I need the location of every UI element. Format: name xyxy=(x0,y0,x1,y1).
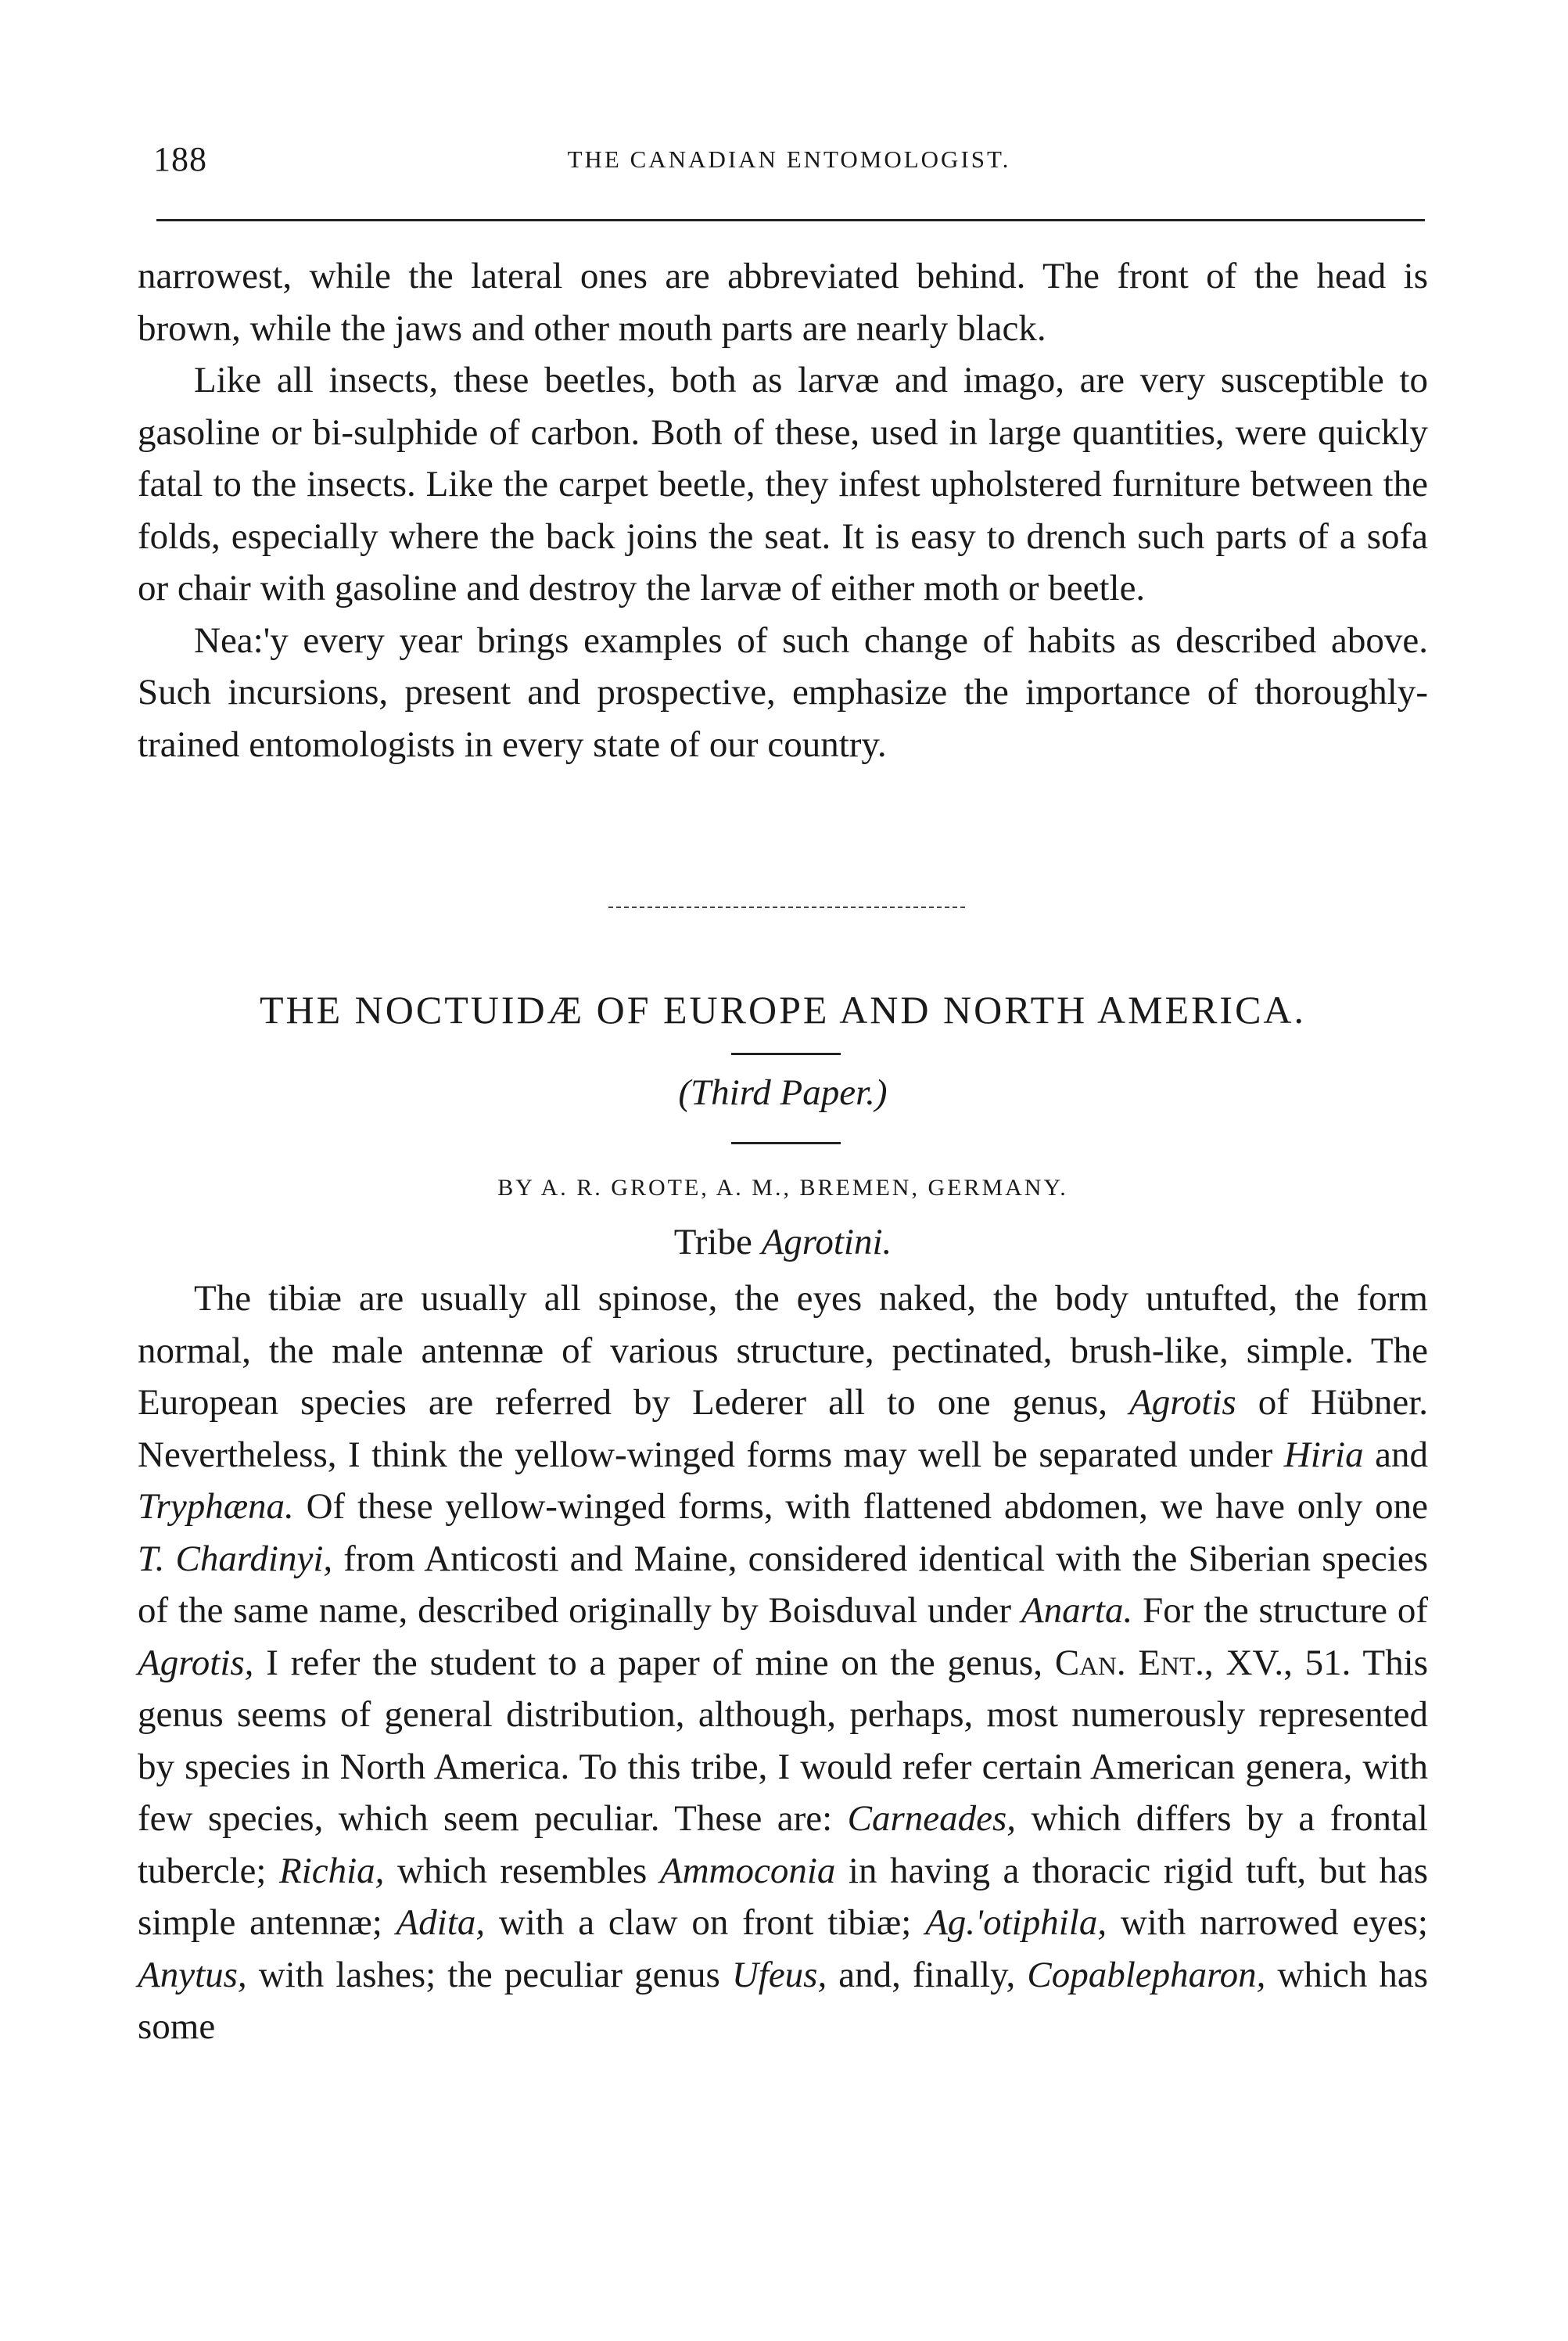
text-run: I refer the student to a paper of mine on the genus, xyxy=(253,1642,1055,1683)
running-title: THE CANADIAN ENTOMOLOGIST. xyxy=(567,145,1011,173)
text-run: and, finally, xyxy=(827,1954,1028,1995)
genus-name: Tryphæna. xyxy=(138,1486,294,1527)
page-header xyxy=(153,139,1425,186)
section-separator xyxy=(608,907,965,908)
article-byline: BY A. R. GROTE, A. M., BREMEN, GERMANY. xyxy=(497,1175,1068,1201)
genus-name: Adita, xyxy=(396,1902,486,1943)
text-run: in having a thoracic rigid tuft, but has simple antennæ; xyxy=(138,1850,1428,1943)
tribe-heading xyxy=(138,1221,1428,1263)
genus-name: Carneades, xyxy=(847,1798,1017,1839)
paragraph: Like all insects, these beetles, both as larvæ and imago, are very susceptible to gasoline or bi-sulphide of carbon. Both of these, used in large quantities, were quickly fatal to the insects. Like the carpet beetle, they infest upholstered furniture between the folds, especially where the back joins the seat. It is easy to drench such parts of a sofa or chair with gasoline and destroy the larvæ of either moth or beetle. xyxy=(138,360,1428,609)
paragraph xyxy=(138,1273,1428,2053)
text-run: For the structure of xyxy=(1132,1590,1428,1631)
subtitle-rule xyxy=(731,1142,841,1144)
page-number: 188 xyxy=(153,140,207,178)
tribe-prefix: Tribe xyxy=(673,1222,752,1262)
text-run: with narrowed eyes; xyxy=(1107,1902,1428,1943)
genus-name: Ammoconia xyxy=(659,1850,836,1891)
article-body xyxy=(138,1273,1428,2053)
genus-name: Ag.'otiphila, xyxy=(925,1902,1107,1943)
paragraph: narrowest, while the lateral ones are abbreviated behind. The front of the head is brown, while the jaws and other mouth parts are nearly black. xyxy=(138,256,1428,349)
section-continuation xyxy=(138,250,1428,770)
article-subtitle: (Third Paper.) xyxy=(678,1072,888,1113)
article-title: THE NOCTUIDÆ OF EUROPE AND NORTH AMERICA. xyxy=(259,988,1307,1032)
text-run: which resembles xyxy=(384,1850,660,1891)
genus-name: Anytus, xyxy=(138,1954,247,1995)
header-rule xyxy=(156,219,1425,221)
species-name: T. Chardinyi, xyxy=(138,1538,333,1579)
text-run: The tibiæ are usually all spinose, the eyes naked, the body untufted, the form normal, the male antennæ of various structure, pectinated, brush-like, simple. The European species are referred by Lederer all to one genus, xyxy=(138,1278,1428,1423)
text-run: which differs by a frontal tubercle; xyxy=(138,1798,1428,1891)
text-run: from Anticosti and Maine, considered identical with the Siberian species of the same name, described originally by Boisduval under xyxy=(138,1538,1429,1631)
text-run: which has some xyxy=(138,1954,1429,2047)
text-run: with lashes; the peculiar genus xyxy=(246,1954,732,1995)
tribe-name: Agrotini. xyxy=(761,1222,892,1262)
genus-name: Anarta. xyxy=(1021,1590,1133,1631)
text-run: with a claw on front tibiæ; xyxy=(485,1902,926,1943)
genus-name: Copablepharon, xyxy=(1027,1954,1266,1995)
paragraph: Nea:'y every year brings examples of such change of habits as described above. Such incursions, present and prospective, emphasize the importance of thoroughly-trained entomologists in every state of our country. xyxy=(138,619,1428,765)
text-run: XV., 51. This genus seems of general distribution, although, perhaps, most numerously represented by species in North America. To this tribe, I would refer certain American genera, with few species, which seem peculiar. These are: xyxy=(138,1642,1428,1839)
text-run: Of these yellow-winged forms, with flattened abdomen, we have only one xyxy=(293,1486,1428,1527)
genus-name: Richia, xyxy=(278,1850,385,1891)
text-run: of Hübner. Nevertheless, I think the yellow-winged forms may well be separated under xyxy=(138,1382,1428,1475)
genus-name: Ufeus, xyxy=(731,1954,827,1995)
genus-name: Agrotis, xyxy=(138,1642,254,1683)
genus-name: Agrotis xyxy=(1129,1382,1236,1423)
text-run: and xyxy=(1363,1434,1428,1475)
journal-citation: Can. Ent., xyxy=(1054,1642,1214,1683)
genus-name: Hiria xyxy=(1283,1434,1364,1475)
title-rule xyxy=(731,1053,841,1055)
